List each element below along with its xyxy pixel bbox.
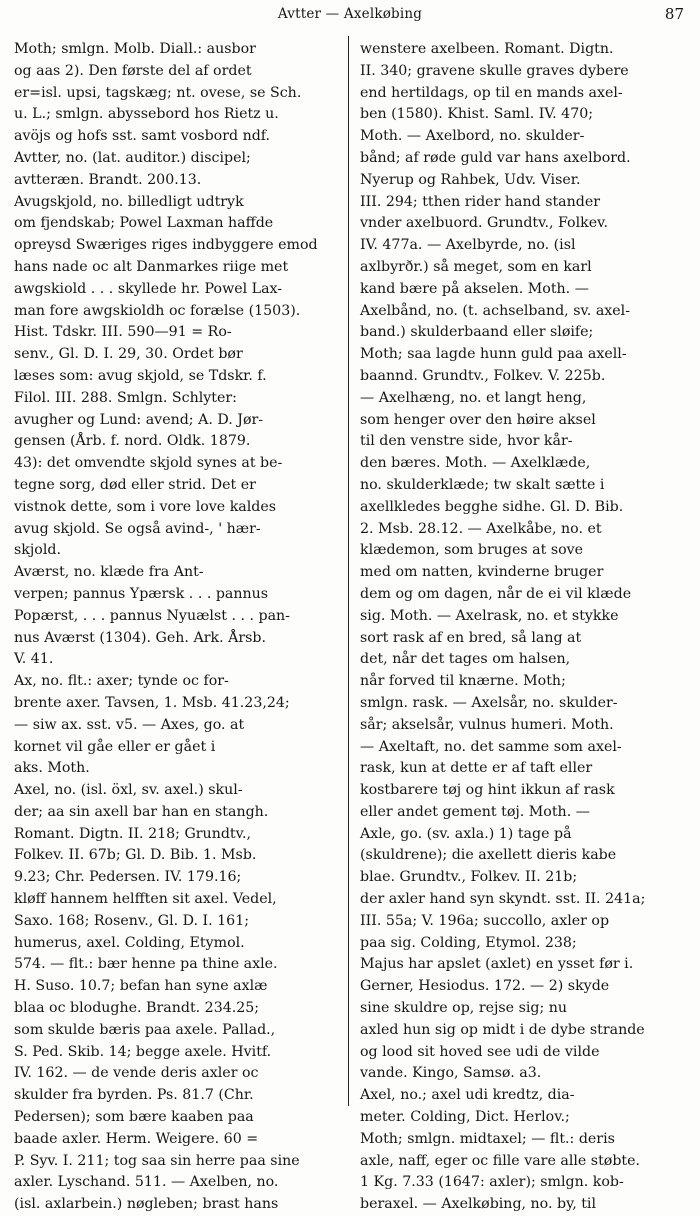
text-line: H. Suso. 10.7; befan han syne axlæ bbox=[14, 978, 268, 995]
text-line: skjold. bbox=[14, 542, 61, 559]
text-line: Saxo. 168; Rosenv., Gl. D. I. 161; bbox=[14, 912, 250, 929]
text-line: Avugskjold, no. billedligt udtryk bbox=[14, 193, 244, 210]
text-line: humerus, axel. Colding, Etymol. bbox=[14, 934, 245, 951]
text-line: meter. Colding, Dict. Herlov.; bbox=[360, 1109, 570, 1126]
text-line: smlgn. rask. — Axelsår, no. skulder- bbox=[360, 694, 618, 711]
text-line: baannd. Grundtv., Folkev. V. 225b. bbox=[360, 367, 606, 384]
text-line: som skulde bæris paa axele. Pallad., bbox=[14, 1021, 276, 1038]
text-line: kløff hannem helfften sit axel. Vedel, bbox=[14, 891, 277, 908]
text-line: avug skjold. Se også avind-, ' hær- bbox=[14, 520, 261, 537]
text-line: awgskiold . . . skyllede hr. Powel Lax- bbox=[14, 280, 283, 297]
text-line: når forved til knærne. Moth; bbox=[360, 673, 566, 690]
text-line: u. L.; smlgn. abyssebord hos Rietz u. bbox=[14, 106, 279, 123]
text-line: brente axer. Tavsen, 1. Msb. 41.23,24; bbox=[14, 694, 290, 711]
text-line: rask, kun at dette er af taft eller bbox=[360, 760, 593, 777]
text-line: wenstere axelbeen. Romant. Digtn. bbox=[360, 41, 614, 57]
text-line: der axler hand syn skyndt. sst. II. 241a; bbox=[360, 891, 646, 908]
text-line: P. Syv. I. 211; tog saa sin herre paa sine bbox=[14, 1152, 300, 1169]
text-line: Avtter, no. (lat. auditor.) discipel; bbox=[14, 149, 251, 166]
text-line: — Axelhæng, no. et langt heng, bbox=[360, 389, 587, 406]
text-line: Moth; smlgn. Molb. Diall.: ausbor bbox=[14, 41, 256, 57]
right-column bbox=[360, 39, 686, 1213]
text-line: beraxel. — Axelkøbing, no. by, til bbox=[360, 1196, 597, 1213]
text-line: S. Ped. Skib. 14; begge axele. Hvitf. bbox=[14, 1043, 272, 1060]
text-line: IV. 477a. — Axelbyrde, no. (isl bbox=[360, 237, 576, 254]
text-line: end hertildags, op til en mands axel- bbox=[360, 84, 623, 101]
text-line: Popærst, . . . pannus Nyuælst . . . pan- bbox=[14, 607, 290, 624]
text-line: til den venstre side, hvor kår- bbox=[360, 433, 573, 450]
text-line: V. 41. bbox=[14, 651, 54, 668]
text-line: skulder fra byrden. Ps. 81.7 (Chr. bbox=[14, 1087, 254, 1104]
text-line: 9.23; Chr. Pedersen. IV. 179.16; bbox=[14, 869, 242, 886]
text-line: opreysd Swæriges riges indbyggere emod bbox=[14, 237, 318, 254]
text-line: verpen; pannus Ypærsk . . . pannus bbox=[14, 585, 269, 602]
text-line: baade axler. Herm. Weigere. 60 = bbox=[14, 1130, 259, 1147]
text-line: kand bære på akselen. Moth. — bbox=[360, 280, 589, 297]
text-line: sår; akselsår, vulnus humeri. Moth. bbox=[360, 716, 614, 733]
text-line: Moth. — Axelbord, no. skulder- bbox=[360, 128, 585, 145]
text-line: og aas 2). Den første del af ordet bbox=[14, 62, 252, 79]
text-line: Nyerup og Rahbek, Udv. Viser. bbox=[360, 171, 581, 188]
text-line: man fore awgskioldh oc forælse (1503). bbox=[14, 302, 301, 319]
text-line: axle, naff, eger oc fille vare alle støbte. bbox=[360, 1152, 641, 1169]
text-line: aks. Moth. bbox=[14, 760, 90, 777]
text-line: læses som: avug skjold, se Tdskr. f. bbox=[14, 367, 267, 384]
text-line: no. skulderklæde; tw skalt sætte i bbox=[360, 476, 605, 493]
text-line: kornet vil gåe eller er gået i bbox=[14, 738, 216, 755]
text-line: (skuldrene); die axellett dieris kabe bbox=[360, 847, 617, 864]
text-line: paa sig. Colding, Etymol. 238; bbox=[360, 934, 577, 951]
text-line: blae. Grundtv., Folkev. II. 21b; bbox=[360, 869, 578, 886]
left-column bbox=[14, 39, 340, 1213]
text-line: kostbarere tøj og hint ikkun af rask bbox=[360, 782, 615, 799]
text-line: tegne sorg, død eller strid. Det er bbox=[14, 476, 256, 493]
running-head: Avtter — Axelkøbing bbox=[277, 6, 423, 22]
text-line: 1 Kg. 7.33 (1647: axler); smlgn. kob- bbox=[360, 1174, 624, 1191]
text-line: Ax, no. flt.: axer; tynde oc for- bbox=[14, 673, 229, 690]
text-line: IV. 162. — de vende deris axler oc bbox=[14, 1065, 259, 1082]
text-line: 2. Msb. 28.12. — Axelkåbe, no. et bbox=[360, 520, 602, 537]
text-line: (isl. axlarbein.) nøgleben; brast hans bbox=[14, 1196, 279, 1213]
text-line: med om natten, kvinderne bruger bbox=[360, 564, 604, 581]
text-line: vistnok dette, som i vore love kaldes bbox=[14, 498, 277, 515]
text-line: avöjs og hofs sst. samt vosbord ndf. bbox=[14, 128, 271, 145]
text-line: Axel, no.; axel udi kredtz, dia- bbox=[360, 1087, 575, 1104]
text-line: om fjendskab; Powel Laxman haffde bbox=[14, 215, 274, 232]
text-line: og lood sit hoved see udi de vilde bbox=[360, 1043, 600, 1060]
text-line: Pedersen); som bære kaaben paa bbox=[14, 1109, 254, 1126]
text-line: III. 294; tthen rider hand stander bbox=[360, 193, 601, 210]
text-line: nus Aværst (1304). Geh. Ark. Årsb. bbox=[14, 629, 266, 646]
text-line: Moth; smlgn. midtaxel; — flt.: deris bbox=[360, 1130, 615, 1147]
text-line: Moth; saa lagde hunn guld paa axell- bbox=[360, 346, 627, 363]
text-line: — Axeltaft, no. det samme som axel- bbox=[360, 738, 622, 755]
text-line: sig. Moth. — Axelrask, no. et stykke bbox=[360, 607, 619, 624]
text-line: axellkledes begghe sidhe. Gl. D. Bib. bbox=[360, 498, 624, 515]
text-line: Axelbånd, no. (t. achselband, sv. axel- bbox=[360, 302, 631, 319]
page-number: 87 bbox=[664, 5, 684, 23]
text-line: hans nade oc alt Danmarkes riige met bbox=[14, 258, 289, 275]
text-line: Axle, go. (sv. axla.) 1) tage på bbox=[360, 825, 572, 842]
text-line: band.) skulderbaand eller sløife; bbox=[360, 324, 594, 341]
text-line: Gerner, Hesiodus. 172. — 2) skyde bbox=[360, 978, 610, 995]
text-line: den bæres. Moth. — Axelklæde, bbox=[360, 455, 591, 472]
text-line: 43): det omvendte skjold synes at be- bbox=[14, 455, 283, 472]
text-line: sort rask af en bred, så lang at bbox=[360, 629, 582, 646]
text-line: dem og om dagen, når de ei vil klæde bbox=[360, 585, 632, 602]
text-line: axled hun sig op midt i de dybe strande bbox=[360, 1021, 645, 1038]
text-line: axlbyrðr.) så meget, som en karl bbox=[360, 258, 592, 275]
text-line: der; aa sin axell bar han en stangh. bbox=[14, 803, 269, 820]
text-line: eller andet gement tøj. Moth. — bbox=[360, 803, 590, 820]
text-line: III. 55a; V. 196a; succollo, axler op bbox=[360, 912, 610, 929]
text-line: er=isl. upsi, tagskæg; nt. ovese, se Sch. bbox=[14, 84, 302, 101]
text-line: II. 340; gravene skulle graves dybere bbox=[360, 62, 629, 79]
text-line: bånd; af røde guld var hans axelbord. bbox=[360, 149, 631, 166]
text-line: det, når det tages om halsen, bbox=[360, 651, 571, 668]
text-line: senv., Gl. D. I. 29, 30. Ordet bør bbox=[14, 346, 243, 363]
text-line: gensen (Årb. f. nord. Oldk. 1879. bbox=[14, 433, 251, 450]
text-line: ben (1580). Khist. Saml. IV. 470; bbox=[360, 106, 594, 123]
text-line: Folkev. II. 67b; Gl. D. Bib. 1. Msb. bbox=[14, 847, 257, 864]
text-line: vnder axelbuord. Grundtv., Folkev. bbox=[360, 215, 608, 232]
text-line: — siw ax. sst. v5. — Axes, go. at bbox=[14, 716, 245, 733]
text-line: avugher og Lund: avend; A. D. Jør- bbox=[14, 411, 264, 428]
text-line: axler. Lyschand. 511. — Axelben, no. bbox=[14, 1174, 279, 1191]
page-header bbox=[0, 6, 700, 28]
column-divider bbox=[348, 36, 349, 1106]
text-line: vande. Kingo, Samsø. a3. bbox=[360, 1065, 542, 1082]
text-line: Majus har apslet (axlet) en ysset før i. bbox=[360, 956, 634, 973]
text-line: Filol. III. 288. Smlgn. Schlyter: bbox=[14, 389, 237, 406]
text-line: sine skuldre op, rejse sig; nu bbox=[360, 1000, 568, 1017]
text-line: som henger over den høire aksel bbox=[360, 411, 596, 428]
text-line: Romant. Digtn. II. 218; Grundtv., bbox=[14, 825, 251, 842]
text-line: blaa oc blodughe. Brandt. 234.25; bbox=[14, 1000, 260, 1017]
text-line: 574. — flt.: bær henne pa thine axle. bbox=[14, 956, 278, 973]
text-line: avtteræn. Brandt. 200.13. bbox=[14, 171, 202, 188]
text-line: Aværst, no. klæde fra Ant- bbox=[14, 564, 204, 581]
text-line: Axel, no. (isl. öxl, sv. axel.) skul- bbox=[14, 782, 243, 799]
text-line: Hist. Tdskr. III. 590—91 = Ro- bbox=[14, 324, 232, 341]
text-line: klædemon, som bruges at sove bbox=[360, 542, 584, 559]
